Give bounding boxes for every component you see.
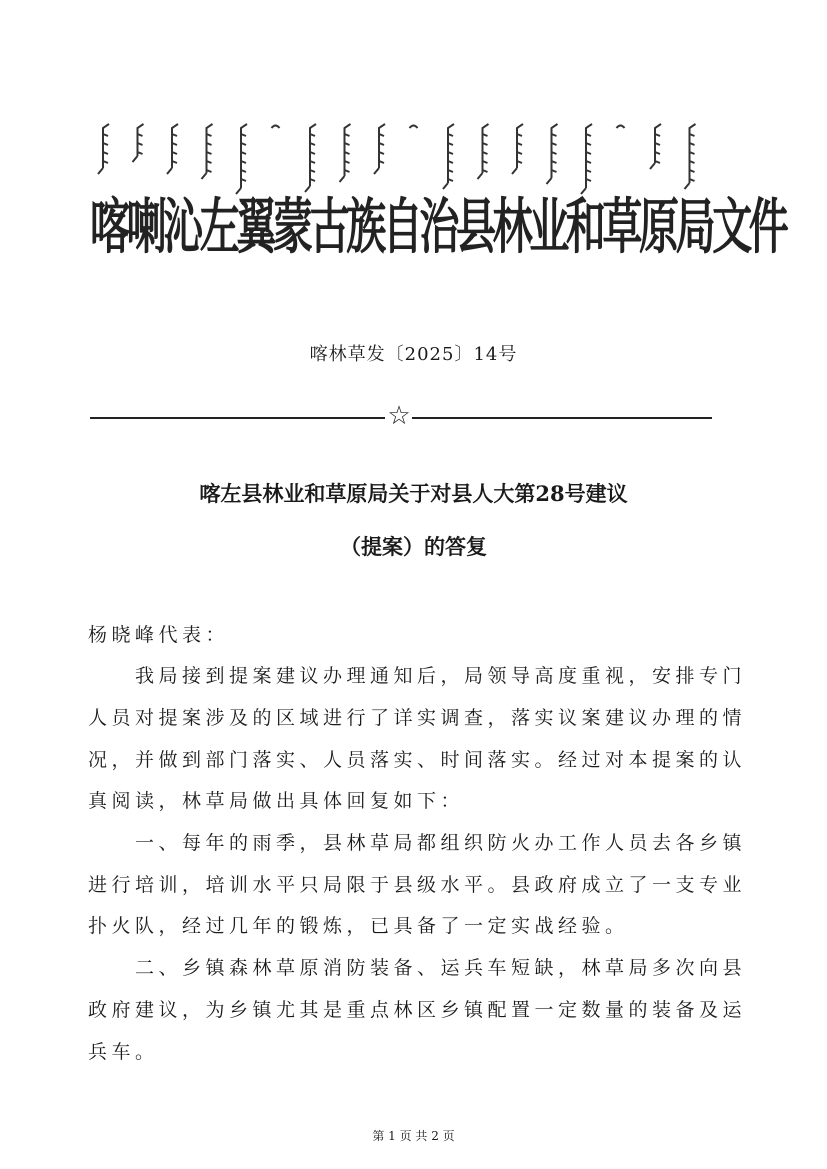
issuer-title: 喀喇沁左翼蒙古族自治县林业和草原局文件	[90, 192, 786, 263]
page-footer: 第 1 页 共 2 页	[372, 1129, 455, 1143]
document-title-line-2: （提案）的答复	[340, 534, 487, 559]
divider-right	[412, 417, 712, 419]
mongolian-word-glyph	[512, 124, 523, 174]
body-line: 政府建议，为乡镇尤其是重点林区乡镇配置一定数量的装备及运	[88, 999, 747, 1021]
mongolian-word-glyph	[272, 126, 280, 129]
mongolian-word-glyph	[650, 124, 661, 169]
body-line: 进行培训，培训水平只局限于县级水平。县政府成立了一支专业	[88, 874, 747, 896]
mongolian-word-glyph	[374, 124, 385, 174]
mongolian-word-glyph	[617, 126, 625, 129]
body-line: 我局接到提案建议办理通知后，局领导高度重视，安排专门	[135, 665, 747, 687]
body-line: 二、乡镇森林草原消防装备、运兵车短缺，林草局多次向县	[135, 957, 747, 979]
mongolian-word-glyph	[340, 124, 351, 182]
body-line: 人员对提案涉及的区域进行了详实调查，落实议案建议办理的情	[88, 707, 747, 729]
star-outline-icon: ☆	[387, 401, 411, 431]
salutation: 杨晓峰代表：	[88, 624, 230, 646]
mongolian-word-glyph	[410, 126, 418, 129]
mongolian-word-glyph	[547, 124, 558, 184]
body-line: 扑火队，经过几年的锻炼，已具备了一定实战经验。	[88, 915, 629, 937]
body-line: 真阅读，林草局做出具体回复如下：	[88, 790, 465, 812]
body-line: 兵车。	[88, 1041, 159, 1063]
divider-left	[90, 417, 385, 419]
mongolian-word-glyph	[478, 124, 489, 179]
body-line: 况，并做到部门落实、人员落实、时间落实。经过对本提案的认	[88, 749, 747, 771]
body-line: 一、每年的雨季，县林草局都组织防火办工作人员去各乡镇	[135, 832, 747, 854]
mongolian-word-glyph	[133, 124, 144, 162]
mongolian-word-glyph	[98, 124, 109, 174]
mongolian-word-glyph	[202, 124, 213, 179]
mongolian-word-glyph	[167, 124, 178, 174]
document-title-line-1: 喀左县林业和草原局关于对县人大第28号建议	[199, 481, 628, 506]
document-number: 喀林草发〔2025〕14号	[309, 344, 518, 365]
